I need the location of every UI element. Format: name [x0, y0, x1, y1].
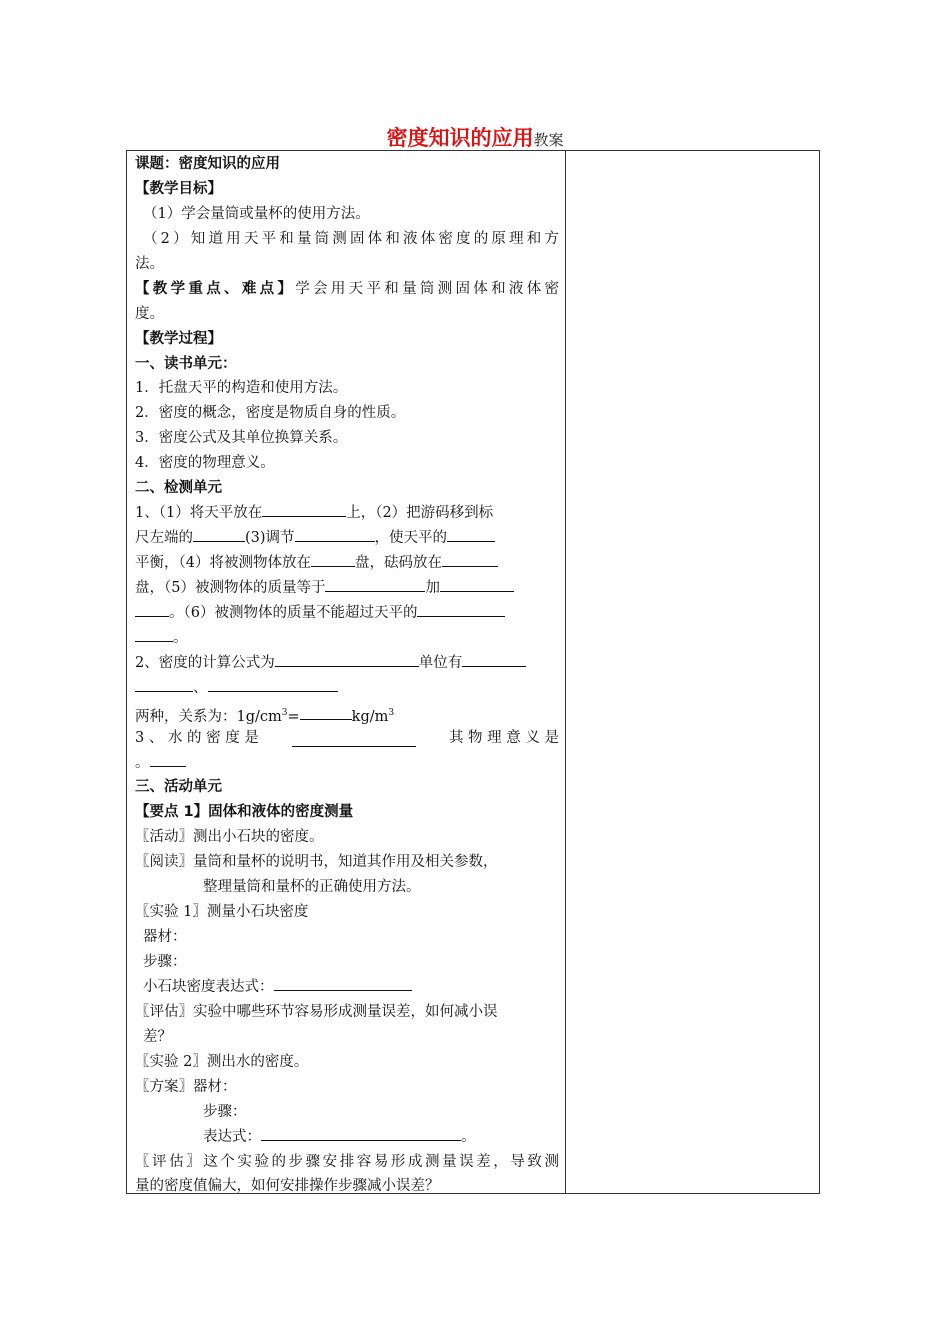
test-q3-line2: 。 [135, 751, 559, 776]
reading-line-cont: 整理量筒和量杯的正确使用方法。 [203, 879, 421, 896]
experiment-1-heading: 〖实验 1〗测量小石块密度 [135, 904, 309, 921]
title-suffix: 教案 [533, 131, 564, 149]
test-q3-line1: 3 、 水 的 密 度 是 其 物 理 意 义 是 [135, 729, 559, 746]
plan-steps: 步骤： [203, 1103, 247, 1120]
goal-1: （1）学会量筒或量杯的使用方法。 [143, 205, 370, 222]
lesson-topic-line: 课题：密度知识的应用 [135, 156, 280, 172]
experiment-1-steps: 步骤： [143, 954, 187, 970]
test-q1-line1: 1、（1）将天平放在 上，（2）把游码移到标 [135, 501, 559, 526]
test-q2-line3: 两种，关系为：$1g/cm^3= kg/m^3$ [135, 701, 559, 726]
test-q2-line1: 2、密度的计算公式为 单位有 [135, 651, 559, 676]
blank[interactable] [311, 551, 355, 567]
reading-item-3: 3．密度公式及其单位换算关系。 [135, 430, 348, 447]
blank[interactable] [447, 526, 495, 542]
test-q1-line3: 平衡，（4）将被测物体放在 盘，砝码放在 [135, 551, 559, 576]
section-activity-heading: 三、活动单元 [135, 779, 222, 796]
blank[interactable] [462, 651, 526, 667]
blank[interactable] [135, 676, 193, 692]
goal-2-cont: 法。 [135, 255, 164, 272]
activity-line: 〖活动〗测出小石块的密度。 [135, 829, 324, 846]
evaluation-1-cont: 差？ [143, 1028, 172, 1045]
evaluation-2: 〖评估〗这个实验的步骤安排容易形成测量误差，导致测 [135, 1153, 559, 1170]
blank[interactable] [442, 551, 498, 567]
blank[interactable] [417, 601, 505, 617]
reading-line: 〖阅读〗量筒和量杯的说明书，知道其作用及相关参数， [135, 854, 498, 871]
blank[interactable] [150, 751, 186, 767]
blank[interactable] [440, 576, 514, 592]
test-q1-line6: 。 [135, 626, 559, 651]
test-q1-line4: 盘，（5）被测物体的质量等于 加 [135, 576, 559, 601]
blank[interactable] [208, 676, 338, 692]
evaluation-1: 〖评估〗实验中哪些环节容易形成测量误差，如何减小误 [135, 1003, 498, 1020]
table-column-divider [565, 150, 566, 1194]
title-main: 密度知识的应用 [386, 126, 534, 150]
blank[interactable] [135, 601, 169, 617]
key-points-line: 【教学重点、难点】学会用天平和量筒测固体和液体密 [135, 280, 559, 297]
lesson-content-cell [135, 152, 559, 1199]
teaching-goals-heading: 【教学目标】 [135, 180, 222, 197]
blank[interactable] [295, 526, 375, 542]
key-point-1-heading: 【要点 1】固体和液体的密度测量 [135, 804, 354, 821]
reading-item-2: 2．密度的概念，密度是物质自身的性质。 [135, 405, 406, 422]
blank[interactable] [274, 975, 412, 991]
experiment-2-heading: 〖实验 2〗测出水的密度。 [135, 1053, 309, 1070]
goal-2: （2）知道用天平和量筒测固体和液体密度的原理和方 [143, 230, 559, 247]
section-test-heading: 二、检测单元 [135, 480, 222, 497]
evaluation-2-cont: 量的密度值偏大，如何安排操作步骤减小误差？ [135, 1178, 440, 1195]
blank[interactable] [292, 731, 416, 747]
blank[interactable] [275, 651, 419, 667]
plan-equipment: 〖方案〗器材： [135, 1078, 237, 1095]
experiment-1-equipment: 器材： [143, 929, 187, 946]
plan-expression: 表达式： 。 [135, 1125, 559, 1150]
key-points-cont: 度。 [135, 305, 164, 322]
blank[interactable] [262, 501, 346, 517]
reading-item-4: 4．密度的物理意义。 [135, 455, 275, 472]
blank[interactable] [300, 704, 352, 720]
reading-item-1: 1．托盘天平的构造和使用方法。 [135, 380, 348, 397]
blank[interactable] [193, 526, 245, 542]
blank[interactable] [261, 1125, 461, 1141]
blank[interactable] [325, 576, 425, 592]
teaching-process-heading: 【教学过程】 [135, 330, 222, 347]
test-q1-line2: 尺左端的 (3)调节 ，使天平的 [135, 526, 559, 551]
section-reading-heading: 一、读书单元： [135, 355, 237, 372]
experiment-1-expression: 小石块密度表达式： [135, 975, 559, 1000]
blank[interactable] [135, 626, 173, 642]
test-q1-line5: 。（6）被测物体的质量不能超过天平的 [135, 601, 559, 626]
test-q2-line2: 、 [135, 676, 559, 701]
